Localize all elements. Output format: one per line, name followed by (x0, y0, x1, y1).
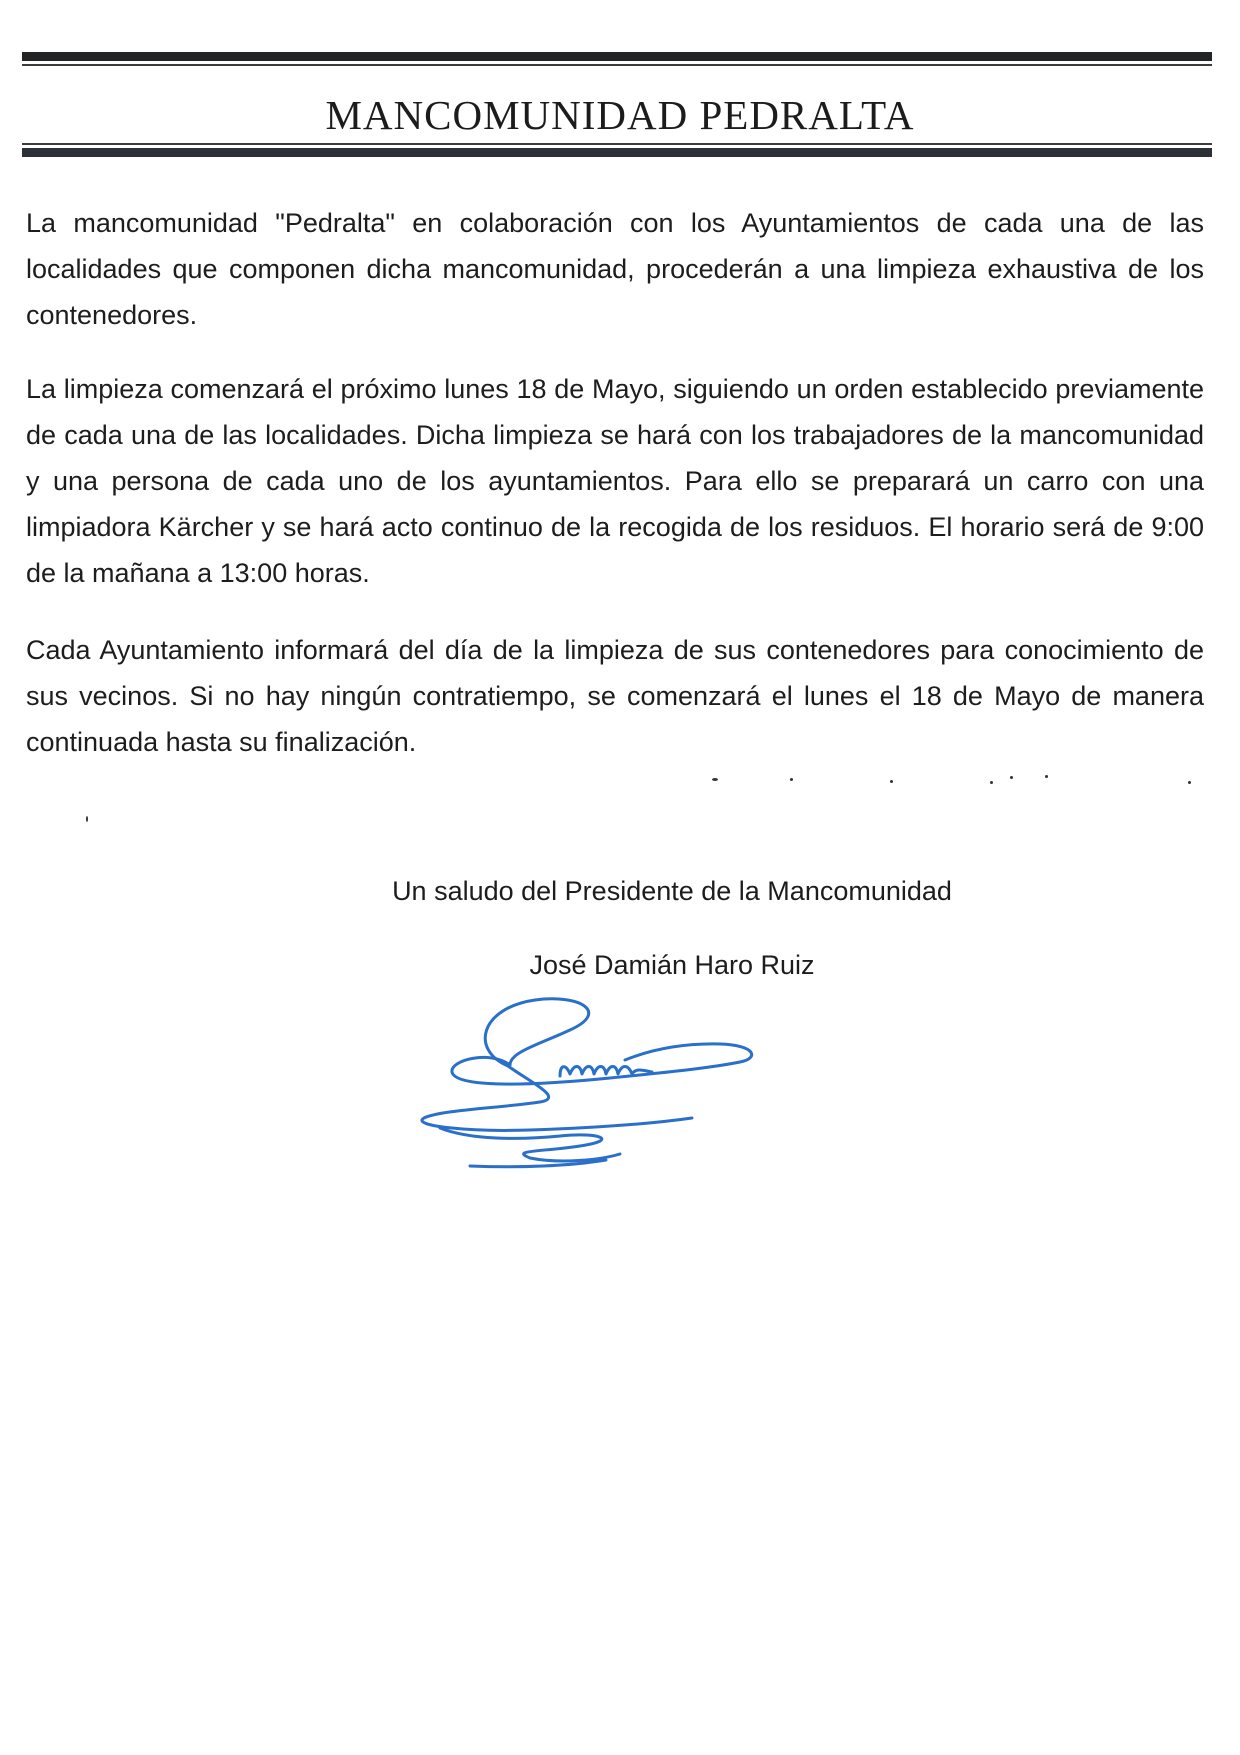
document-title: MANCOMUNIDAD PEDRALTA (325, 92, 915, 138)
paragraph-notice: Cada Ayuntamiento informará del día de la limpieza de sus contenedores para conocimiento de sus vecinos. Si no hay ningún contratiempo, se comenzará el lunes el 18 de Mayo de manera continuada hasta su finalización. (26, 635, 1204, 757)
closing-greeting: Un saludo del Presidente de la Mancomunidad (392, 876, 952, 906)
handwritten-signature (410, 990, 780, 1170)
header-rule-top-thin (22, 64, 1212, 66)
paragraph-schedule: La limpieza comenzará el próximo lunes 18 de Mayo, siguiendo un orden establecido previamente de cada una de las localidades. Dicha limpieza se hará con los trabajadores de la mancomunidad y una persona de cada uno de los ayuntamientos. Para ello se preparará un carro con una limpiadora Kärcher y se hará acto continuo de la recogida de los residuos. El horario será de 9:00 de la mañana a 13:00 horas. (26, 374, 1204, 588)
signer-name: José Damián Haro Ruiz (529, 950, 815, 980)
paragraph-intro: La mancomunidad "Pedralta" en colaboración con los Ayuntamientos de cada una de las localidades que componen dicha mancomunidad, procederán a una limpieza exhaustiva de los contenedores. (26, 208, 1204, 330)
header-rule-top-thick (22, 52, 1212, 61)
header-rule-bottom-thin (22, 143, 1212, 145)
header-rule-bottom-thick (22, 148, 1212, 157)
